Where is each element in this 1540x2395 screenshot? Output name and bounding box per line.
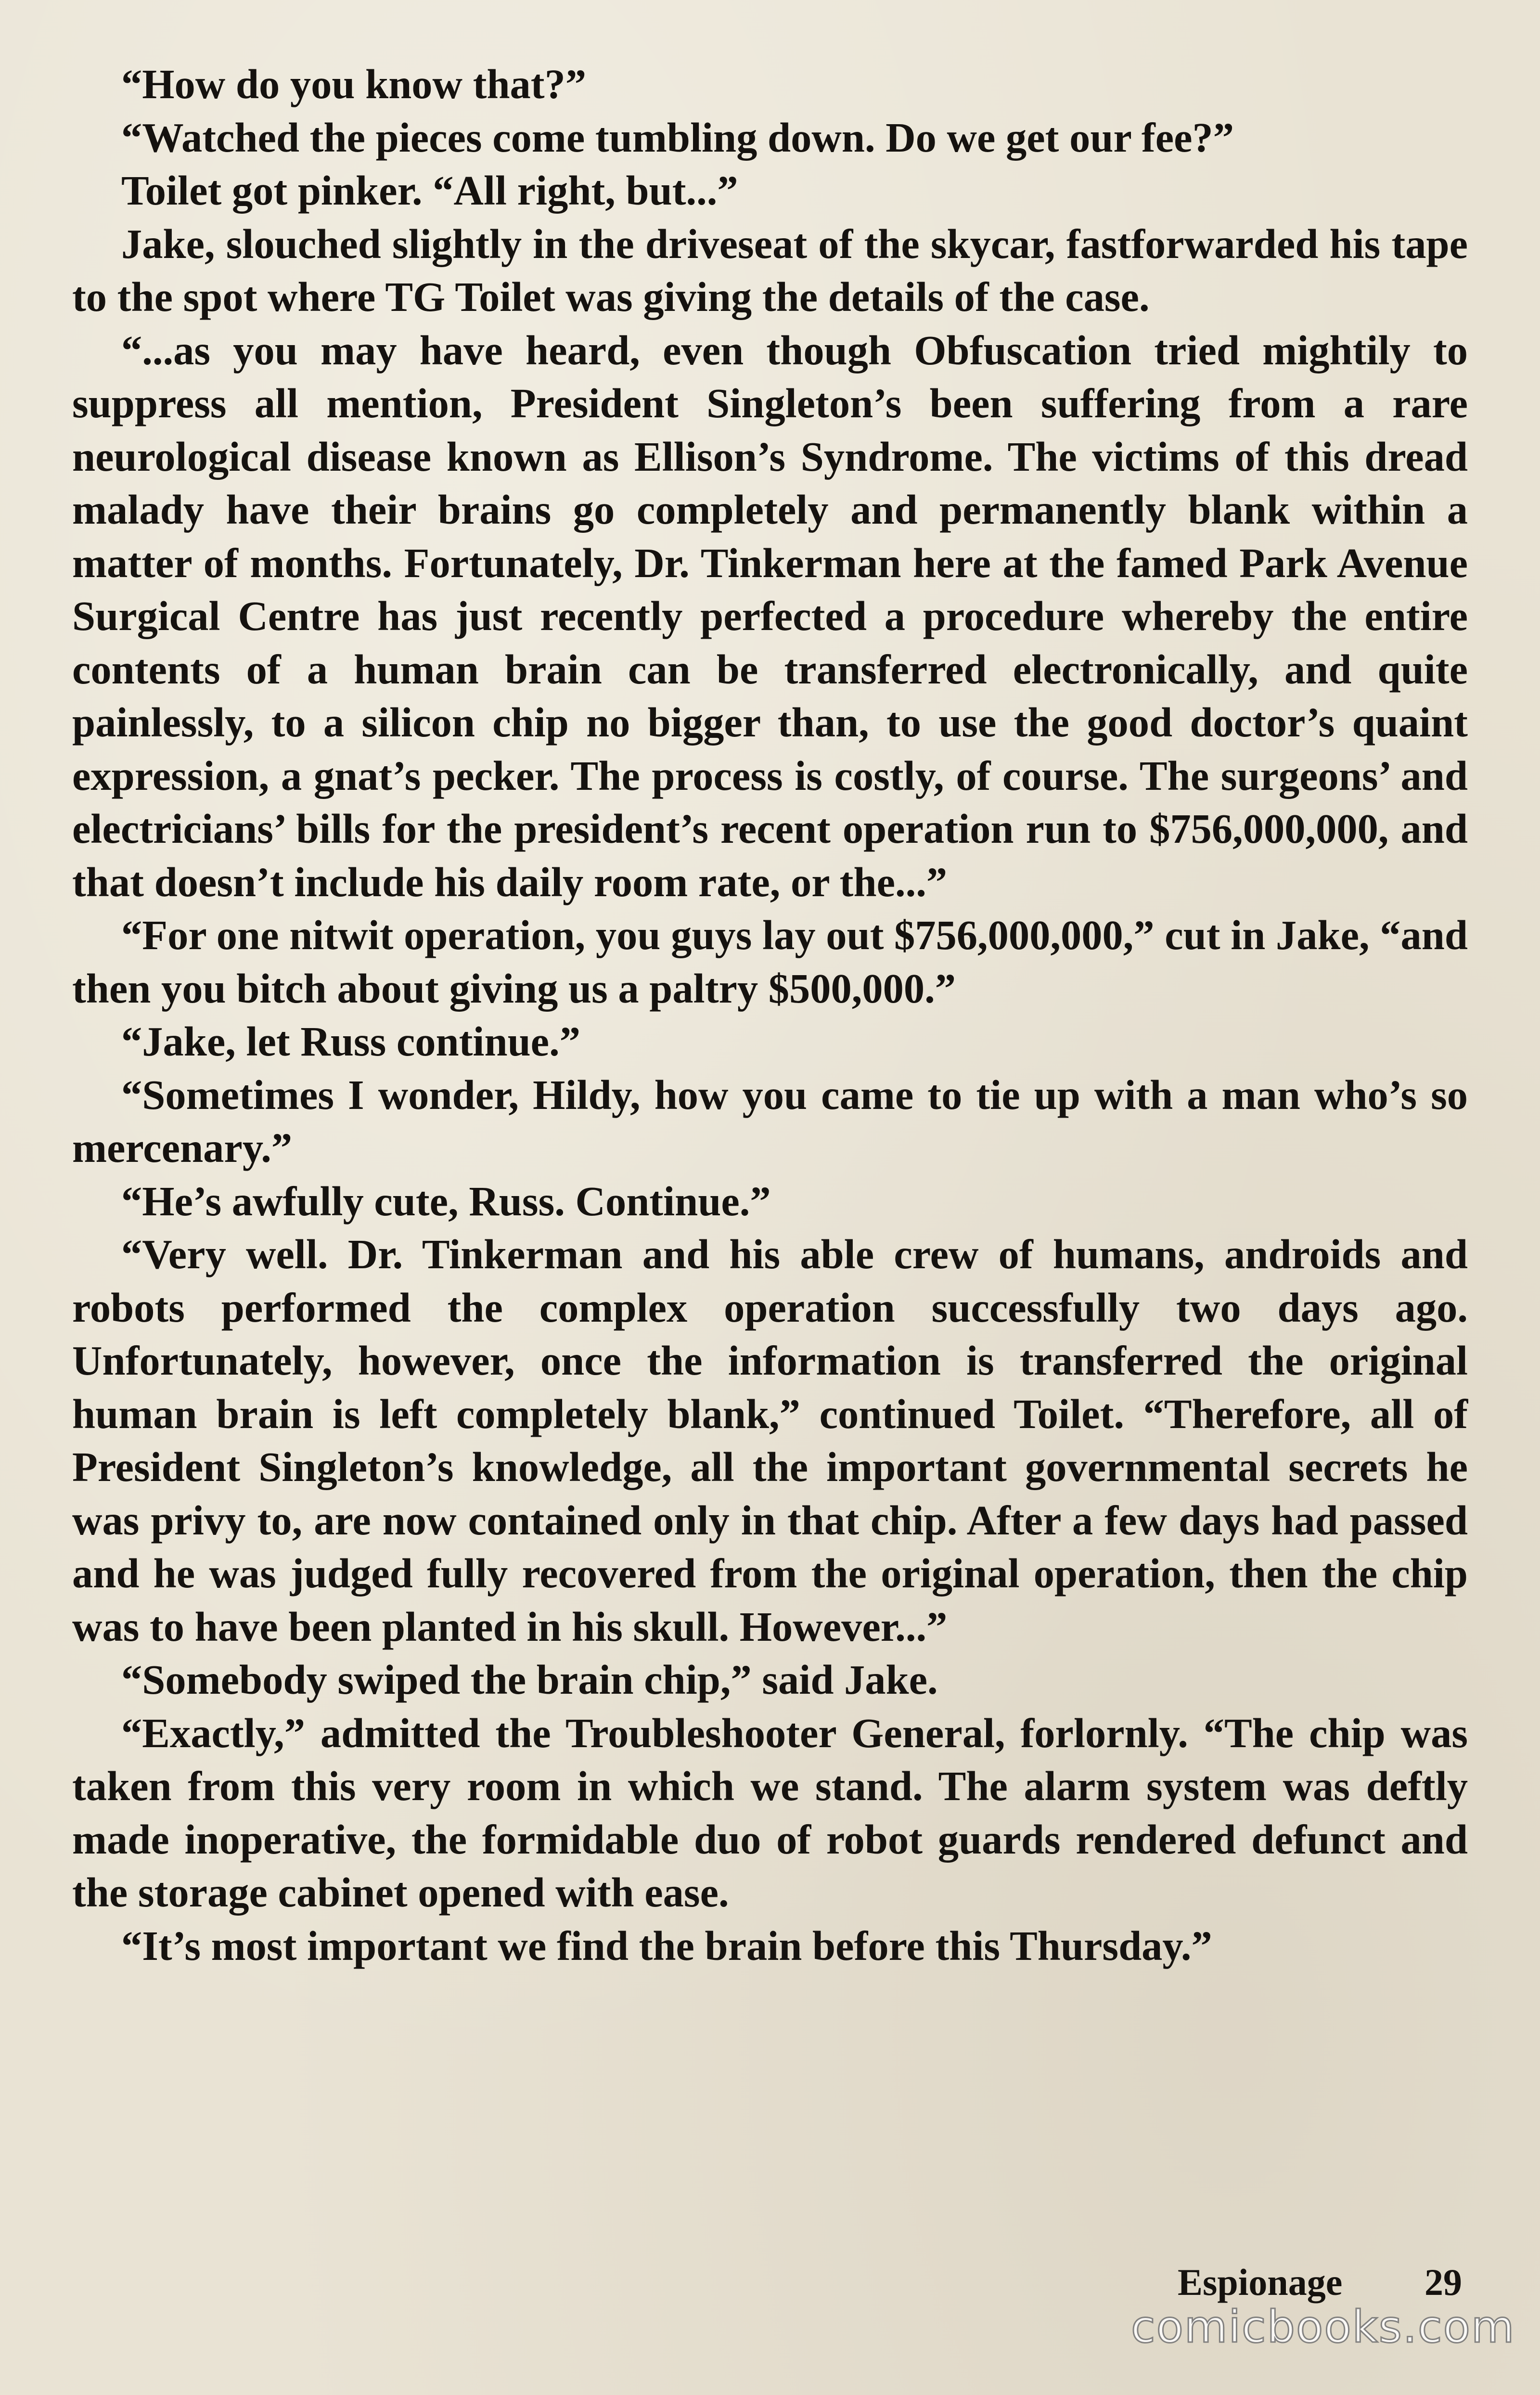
paragraph-11: “Somebody swiped the brain chip,” said Jake. bbox=[121, 1657, 938, 1703]
paragraph-9: “He’s awfully cute, Russ. Continue.” bbox=[121, 1178, 771, 1224]
watermark-logo: comicbooks.com bbox=[1131, 2301, 1515, 2353]
paragraph-13: “It’s most important we find the brain before this Thursday.” bbox=[121, 1922, 1212, 1969]
paragraph-10: “Very well. Dr. Tinkerman and his able crew of humans, androids and robots performed the complex operation successfully two days ago. Unfortunately, however, once the information is transferred the original human brain is left completely blank,” continued Toilet. “Therefore, all of President Singleton’s knowledge, all the important governmental secrets he was privy to, are now contained only in that chip. After a few days had passed and he was judged fully recovered from the original operation, then the chip was to have been planted in his skull. However...” bbox=[72, 1231, 1468, 1650]
story-text-column bbox=[72, 58, 1468, 1972]
footer-magazine-name: Espionage bbox=[1178, 2261, 1343, 2303]
paragraph-6: “For one nitwit operation, you guys lay out $756,000,000,” cut in Jake, “and then you bitch about giving us a paltry $500,000.” bbox=[72, 912, 1468, 1012]
paragraph-4: Jake, slouched slightly in the driveseat of the skycar, fastforwarded his tape to the spot where TG Toilet was giving the details of the case. bbox=[72, 220, 1468, 320]
paragraph-7: “Jake, let Russ continue.” bbox=[121, 1018, 580, 1065]
paragraph-1: “How do you know that?” bbox=[121, 61, 587, 107]
footer-page-number: 29 bbox=[1424, 2261, 1462, 2303]
paragraph-2: “Watched the pieces come tumbling down. Do we get our fee?” bbox=[121, 114, 1234, 161]
paragraph-12: “Exactly,” admitted the Troubleshooter General, forlornly. “The chip was taken from this very room in which we stand. The alarm system was deftly made inoperative, the formidable duo of robot guards rendered defunct and the storage cabinet opened with ease. bbox=[72, 1710, 1468, 1916]
paragraph-3: Toilet got pinker. “All right, but...” bbox=[121, 167, 738, 214]
paragraph-5: “...as you may have heard, even though Obfuscation tried mightily to suppress all mention, President Singleton’s been suffering from a rare neurological disease known as Ellison’s Syndrome. The victims of this dread malady have their brains go completely and permanently blank within a matter of months. Fortunately, Dr. Tinkerman here at the famed Park Avenue Surgical Centre has just recently perfected a procedure whereby the entire contents of a human brain can be transferred electronically, and quite painlessly, to a silicon chip no bigger than, to use the good doctor’s quaint expression, a gnat’s pecker. The process is costly, of course. The surgeons’ and electricians’ bills for the president’s recent operation run to $756,000,000, and that doesn’t include his daily room rate, or the...” bbox=[72, 327, 1468, 905]
paragraph-8: “Sometimes I wonder, Hildy, how you came to tie up with a man who’s so mercenary.” bbox=[72, 1071, 1468, 1171]
